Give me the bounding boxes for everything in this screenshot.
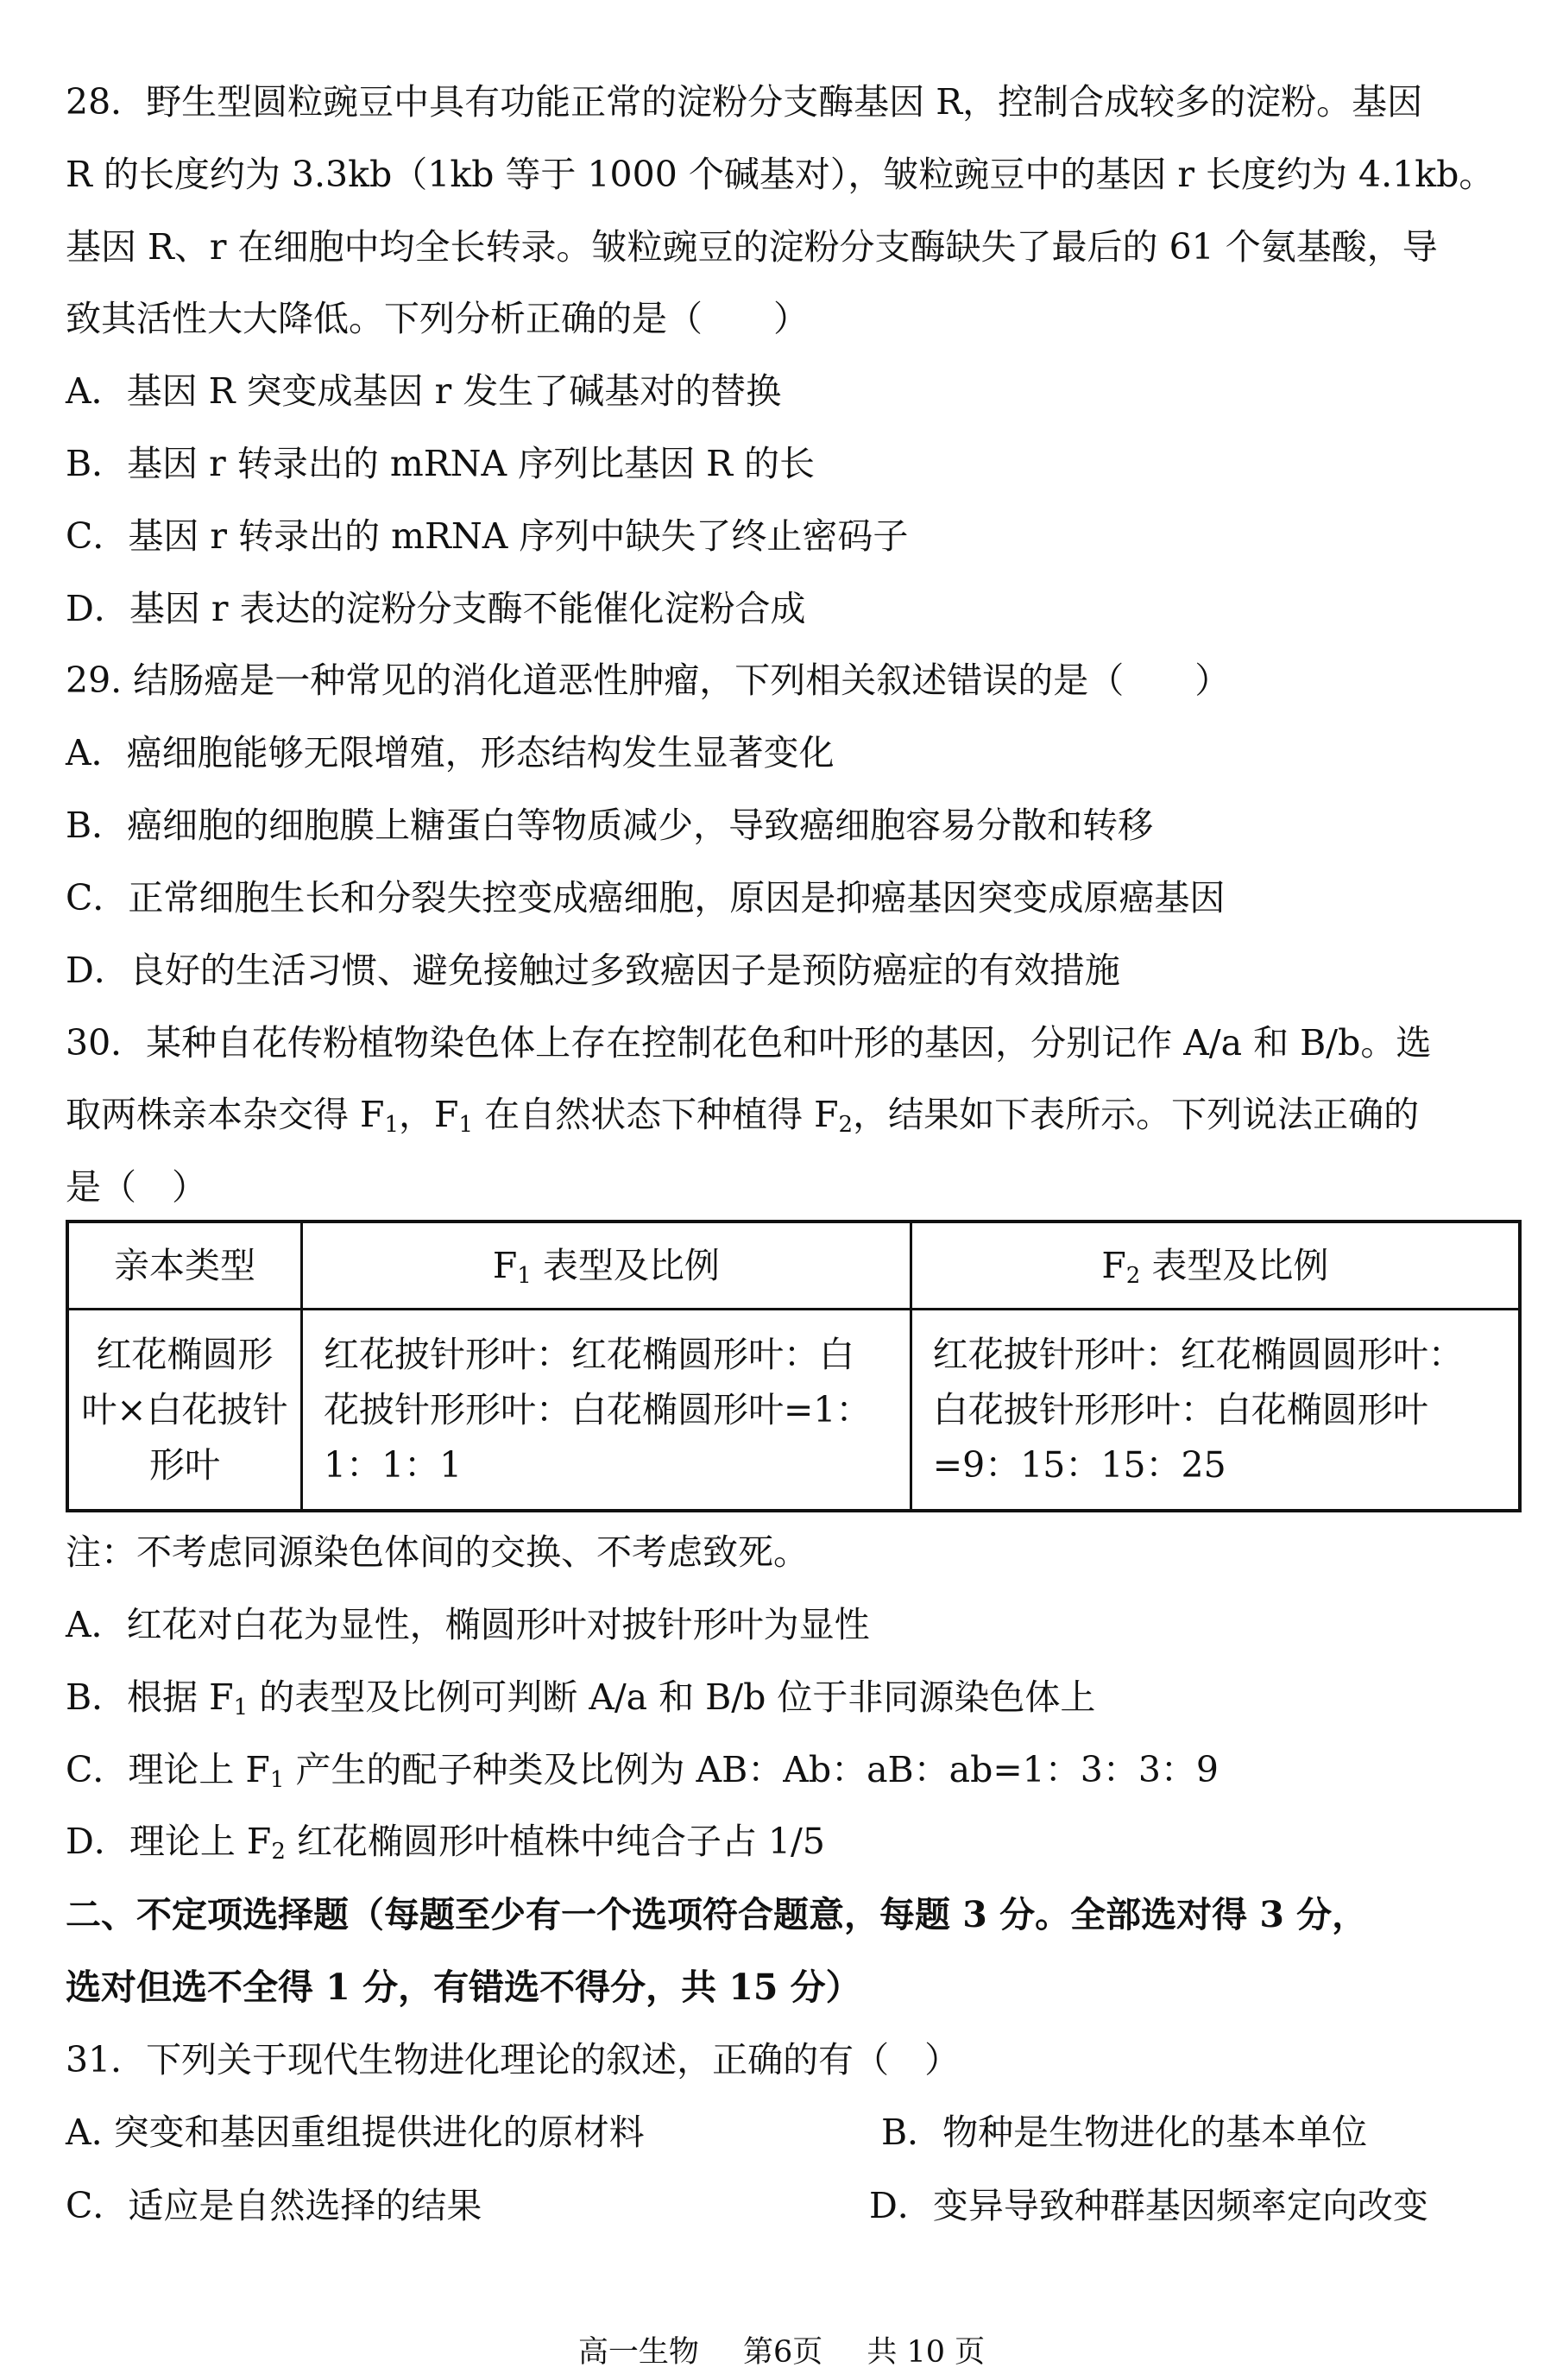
table-header-row bbox=[67, 1222, 1520, 1310]
q28-stem-line-1: 28．野生型圆粒豌豆中具有功能正常的淀粉分支酶基因 R，控制合成较多的淀粉。基因 bbox=[66, 81, 1423, 123]
header-parent-type: 亲本类型 bbox=[67, 1222, 302, 1310]
q29-stem: 29. 结肠癌是一种常见的消化道恶性肿瘤，下列相关叙述错误的是（ ） bbox=[66, 660, 1231, 701]
q31-option-c: C．适应是自然选择的结果 bbox=[66, 2185, 482, 2226]
footer-total-pages: 共 10 页 bbox=[867, 2335, 986, 2370]
q29-option-d: D．良好的生活习惯、避免接触过多致癌因子是预防癌症的有效措施 bbox=[66, 950, 1120, 991]
q30-stem-line-2: 取两株亲本杂交得 $F_1$，$F_1$ 在自然状态下种植得 $F_2$，结果如下表所示。下列说法正确的 bbox=[66, 1094, 1420, 1138]
q28-stem-line-2: R 的长度约为 3.3kb（1kb 等于 1000 个碱基对），皱粒豌豆中的基因 r 长度约为 4.1kb。 bbox=[66, 154, 1495, 195]
q30-stem-line-3: 是（ ） bbox=[66, 1166, 207, 1208]
section-2-heading-line-1: 二、不定项选择题（每题至少有一个选项符合题意，每题 3 分。全部选对得 3 分， bbox=[66, 1894, 1368, 1935]
q28-stem-line-3: 基因 R、r 在细胞中均全长转录。皱粒豌豆的淀粉分支酶缺失了最后的 61 个氨基酸，导 bbox=[66, 226, 1438, 268]
cell-parent-type: 红花椭圆形叶×白花披针形叶 bbox=[67, 1310, 302, 1512]
q31-stem: 31．下列关于现代生物进化理论的叙述，正确的有（ ） bbox=[66, 2039, 961, 2080]
header-f2: $F_2$ 表型及比例 bbox=[911, 1222, 1520, 1310]
footer-page-number: 第6页 bbox=[742, 2335, 823, 2370]
q28-option-d: D．基因 r 表达的淀粉分支酶不能催化淀粉合成 bbox=[66, 588, 806, 629]
q30-option-a: A．红花对白花为显性，椭圆形叶对披针形叶为显性 bbox=[66, 1604, 870, 1645]
cell-f2-ratio: 红花披针形叶：红花椭圆圆形叶：白花披针形形叶：白花椭圆形叶=9：15：15：25 bbox=[911, 1310, 1520, 1512]
q29-option-c: C．正常细胞生长和分裂失控变成癌细胞，原因是抑癌基因突变成原癌基因 bbox=[66, 877, 1226, 919]
footer-subject: 高一生物 bbox=[577, 2335, 699, 2370]
q28-stem-line-4: 致其活性大大降低。下列分析正确的是（ ） bbox=[66, 298, 809, 339]
q30-option-c: C．理论上 $F_1$ 产生的配子种类及比例为 AB：Ab：aB：ab=1：3：3：9 bbox=[66, 1749, 1220, 1793]
q28-option-a: A．基因 R 突变成基因 r 发生了碱基对的替换 bbox=[66, 370, 782, 412]
q28-option-c: C．基因 r 转录出的 mRNA 序列中缺失了终止密码子 bbox=[66, 515, 909, 557]
q31-option-d: D．变异导致种群基因频率定向改变 bbox=[869, 2185, 1428, 2226]
q30-note: 注：不考虑同源染色体间的交换、不考虑致死。 bbox=[66, 1531, 809, 1573]
q30-stem-line-1: 30．某种自花传粉植物染色体上存在控制花色和叶形的基因，分别记作 A/a 和 B/b。选 bbox=[66, 1022, 1432, 1064]
q29-option-a: A．癌细胞能够无限增殖，形态结构发生显著变化 bbox=[66, 732, 835, 773]
page-footer bbox=[0, 2335, 1563, 2370]
table-row bbox=[67, 1310, 1520, 1512]
q30-results-table bbox=[66, 1220, 1522, 1512]
q30-option-b: B．根据 $F_1$ 的表型及比例可判断 A/a 和 B/b 位于非同源染色体上 bbox=[66, 1676, 1096, 1720]
section-2-heading-line-2: 选对但选不全得 1 分，有错选不得分，共 15 分） bbox=[66, 1966, 861, 2008]
header-f1: $F_1$ 表型及比例 bbox=[302, 1222, 911, 1310]
cell-f1-ratio: 红花披针形叶：红花椭圆形叶：白花披针形形叶：白花椭圆形叶=1：1：1：1 bbox=[302, 1310, 911, 1512]
q28-option-b: B．基因 r 转录出的 mRNA 序列比基因 R 的长 bbox=[66, 443, 816, 484]
q30-option-d: D．理论上 $F_2$ 红花椭圆形叶植株中纯合子占 1/5 bbox=[66, 1821, 825, 1865]
q31-option-b: B．物种是生物进化的基本单位 bbox=[881, 2112, 1368, 2153]
q31-option-a: A. 突变和基因重组提供进化的原材料 bbox=[66, 2112, 645, 2153]
q29-option-b: B．癌细胞的细胞膜上糖蛋白等物质减少，导致癌细胞容易分散和转移 bbox=[66, 805, 1154, 846]
